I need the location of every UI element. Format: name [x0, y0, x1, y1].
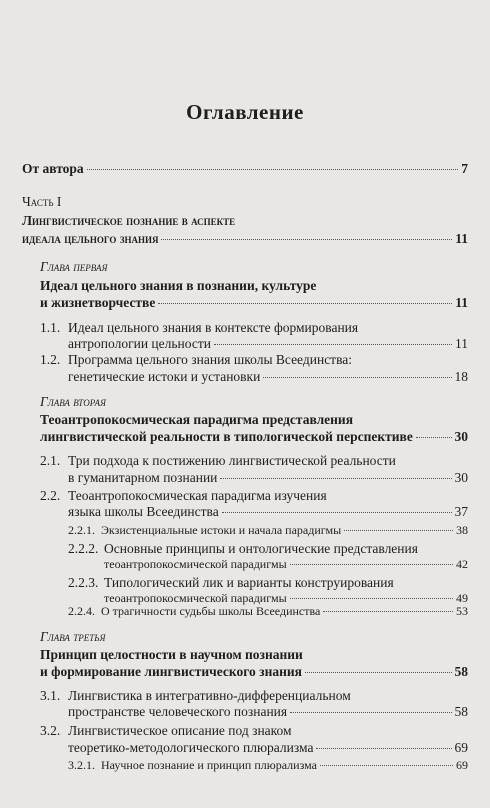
entry-page: 30: [454, 429, 468, 444]
entry-page: 11: [455, 336, 468, 351]
toc-entry-subsection-2-2-4[interactable]: [68, 603, 468, 620]
entry-page: 69: [454, 740, 468, 755]
toc-entry-section-1-1[interactable]: [68, 335, 468, 352]
entry-page: 58: [454, 704, 468, 719]
section-title-line1: Программа цельного знания школы Всеединства:: [68, 352, 353, 367]
entry-page: 58: [454, 664, 468, 679]
section-title-line1: Три подхода к постижению лингвистической реальности: [68, 453, 396, 468]
section-number: 2.1.: [40, 453, 61, 468]
entry-page: 38: [456, 523, 468, 537]
toc-entry-part-1[interactable]: [22, 230, 468, 247]
subsection-number: 2.2.4.: [68, 604, 95, 618]
toc-entry-from-author[interactable]: [22, 160, 468, 177]
entry-label: и формирование лингвистического знания: [40, 664, 302, 679]
entry-label: языка школы Всеединства: [68, 504, 219, 519]
entry-page: 53: [456, 604, 468, 618]
section-title-line1: Идеал цельного знания в контексте формирования: [68, 320, 359, 335]
subsection-number: 2.2.1.: [68, 523, 95, 537]
section-number: 1.1.: [40, 320, 61, 335]
part-label: Часть I: [22, 194, 62, 209]
chapter-title-line1: Принцип целостности в научном познании: [40, 647, 303, 662]
subsection-title: Экзистенциальные истоки и начала парадигмы: [101, 523, 342, 537]
entry-label: [68, 757, 317, 774]
toc-entry-section-2-1[interactable]: [68, 469, 468, 486]
entry-page: 7: [461, 161, 468, 176]
chapter-label: Глава вторая: [40, 394, 106, 409]
toc-entry-chapter-3[interactable]: [40, 663, 468, 680]
subsection-title: О трагичности судьбы школы Всеединства: [101, 604, 321, 618]
leader-dots: [320, 765, 453, 766]
section-number: 3.1.: [40, 688, 61, 703]
entry-page: 49: [456, 591, 468, 605]
subsection-title-line1: Основные принципы и онтологические представления: [104, 541, 418, 556]
entry-page: 11: [455, 231, 468, 246]
section-number: 1.2.: [40, 352, 61, 367]
chapter-label: Глава первая: [40, 259, 108, 274]
leader-dots: [161, 239, 452, 240]
page-title: Оглавление: [186, 100, 304, 124]
leader-dots: [323, 611, 453, 612]
section-number: 2.2.: [40, 488, 61, 503]
entry-label: От автора: [22, 161, 84, 176]
entry-page: 42: [456, 557, 468, 571]
leader-dots: [344, 530, 453, 531]
section-title-line1: Лингвистическое описание под знаком: [68, 723, 292, 738]
subsection-title-line1: Типологический лик и варианты конструирования: [104, 575, 394, 590]
entry-label: и жизнетворчестве: [40, 295, 156, 310]
entry-label: идеала цельного знания: [22, 231, 159, 246]
chapter-title-line1: Идеал цельного знания в познании, культуре: [40, 278, 317, 293]
chapter-label: Глава третья: [40, 629, 106, 644]
subsection-number: 2.2.2.: [68, 541, 99, 556]
leader-dots: [316, 748, 451, 749]
subsection-title: Научное познание и принцип плюрализма: [101, 758, 317, 772]
entry-label: теоантропокосмической парадигмы: [104, 557, 287, 571]
entry-label: [68, 603, 320, 620]
leader-dots: [220, 478, 451, 479]
leader-dots: [214, 344, 452, 345]
entry-page: 30: [454, 470, 468, 485]
toc-entry-chapter-1[interactable]: [40, 294, 468, 311]
toc-entry-section-3-2[interactable]: [68, 739, 468, 756]
toc-entry-subsection-2-2-2[interactable]: [104, 556, 468, 573]
leader-dots: [290, 598, 453, 599]
leader-dots: [290, 712, 451, 713]
entry-label: [68, 522, 341, 539]
leader-dots: [263, 377, 451, 378]
toc-entry-section-1-2[interactable]: [68, 368, 468, 385]
toc-entry-subsection-2-2-1[interactable]: [68, 522, 468, 539]
section-number: 3.2.: [40, 723, 61, 738]
leader-dots: [305, 672, 452, 673]
entry-label: теоретико-методологического плюрализма: [68, 740, 314, 755]
leader-dots: [222, 512, 452, 513]
entry-page: 11: [455, 295, 468, 310]
entry-label: лингвистической реальности в типологической перспективе: [40, 429, 413, 444]
entry-label: теоантропокосмической парадигмы: [104, 591, 287, 605]
section-title-line1: Теоантропокосмическая парадигма изучения: [68, 488, 327, 503]
toc-entry-subsection-3-2-1[interactable]: [68, 757, 468, 774]
entry-page: 37: [454, 504, 468, 519]
toc-entry-section-2-2[interactable]: [68, 503, 468, 520]
entry-page: 18: [454, 369, 468, 384]
leader-dots: [158, 303, 452, 304]
subsection-number: 2.2.3.: [68, 575, 99, 590]
subsection-number: 3.2.1.: [68, 758, 95, 772]
entry-label: в гуманитарном познании: [68, 470, 218, 485]
entry-page: 69: [456, 758, 468, 772]
entry-label: антропологии цельности: [68, 336, 211, 351]
toc-entry-section-3-1[interactable]: [68, 703, 468, 720]
entry-label: генетические истоки и установки: [68, 369, 261, 384]
part-title-line1: Лингвистическое познание в аспекте: [22, 213, 236, 228]
chapter-title-line1: Теоантропокосмическая парадигма представления: [40, 412, 354, 427]
entry-label: пространстве человеческого познания: [68, 704, 288, 719]
leader-dots: [290, 564, 453, 565]
section-title-line1: Лингвистика в интегративно-дифференциальном: [68, 688, 351, 703]
toc-entry-chapter-2[interactable]: [40, 428, 468, 445]
leader-dots: [87, 169, 459, 170]
leader-dots: [416, 437, 452, 438]
